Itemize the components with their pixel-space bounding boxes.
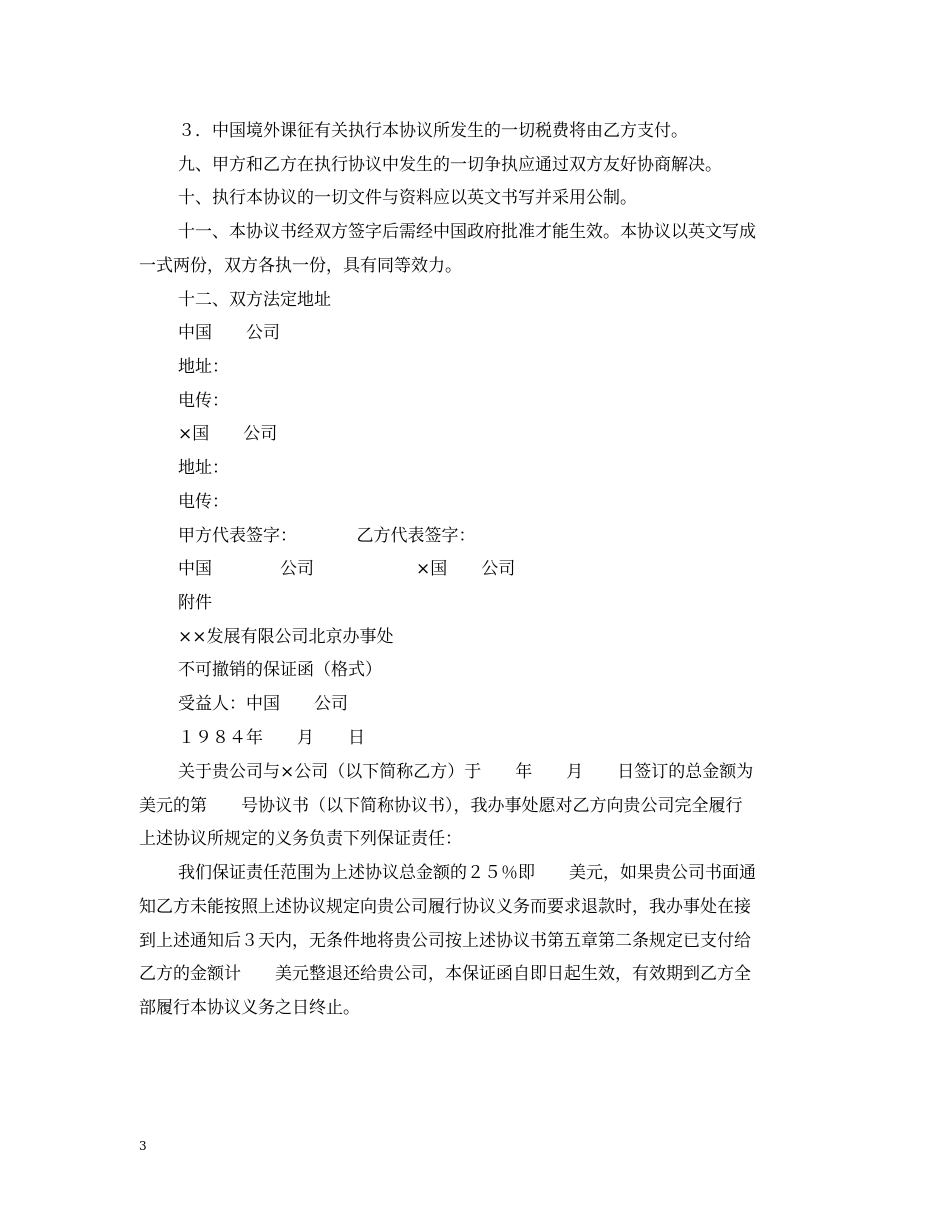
- attachment-heading: 附件: [178, 593, 212, 613]
- party-b-address-label: 地址：: [178, 458, 229, 478]
- guarantee-scope-line-3: 到上述通知后３天内，无条件地将贵公司按上述协议书第五章第二条规定已支付给: [139, 931, 751, 951]
- party-b-company: ×国 公司: [178, 424, 278, 444]
- beneficiary-line: 受益人：中国 公司: [178, 694, 348, 714]
- paragraph-clause-ten: 十、执行本协议的一切文件与资料应以英文书写并采用公制。: [178, 188, 637, 208]
- guarantee-letter-title: 不可撤销的保证函（格式）: [178, 660, 382, 680]
- party-a-company: 中国 公司: [178, 323, 280, 343]
- paragraph-clause-nine: 九、甲方和乙方在执行协议中发生的一切争执应通过双方友好协商解决。: [178, 155, 722, 175]
- paragraph-tax-clause: ３．中国境外课征有关执行本协议所发生的一切税费将由乙方支付。: [178, 121, 688, 141]
- heading-clause-twelve: 十二、双方法定地址: [178, 290, 331, 310]
- party-a-telex-label: 电传：: [178, 391, 229, 411]
- guarantee-scope-line-5: 部履行本协议义务之日终止。: [139, 998, 360, 1018]
- guarantee-intro-line-3: 上述协议所规定的义务负责下列保证责任：: [139, 829, 462, 849]
- party-a-address-label: 地址：: [178, 357, 229, 377]
- guarantee-scope-line-2: 知乙方未能按照上述协议规定向贵公司履行协议义务而要求退款时，我办事处在接: [139, 897, 751, 917]
- paragraph-clause-eleven: 十一、本协议书经双方签字后需经中国政府批准才能生效。本协议以英文写成: [178, 222, 756, 242]
- guarantee-intro-line-2: 美元的第 号协议书（以下简称协议书），我办事处愿对乙方向贵公司完全履行: [139, 796, 743, 816]
- guarantee-intro-line-1: 关于贵公司与×公司（以下简称乙方）于 年 月 日签订的总金额为: [178, 762, 754, 782]
- party-b-telex-label: 电传：: [178, 492, 229, 512]
- paragraph-clause-eleven-cont: 一式两份，双方各执一份，具有同等效力。: [139, 256, 462, 276]
- page-number: 3: [139, 1139, 147, 1153]
- date-line: １９８４年 月 日: [178, 728, 365, 748]
- guarantee-scope-line-4: 乙方的金额计 美元整退还给贵公司，本保证函自即日起生效，有效期到乙方全: [139, 964, 751, 984]
- guarantee-scope-line-1: 我们保证责任范围为上述协议总金额的２５％即 美元，如果贵公司书面通: [178, 863, 756, 883]
- signature-labels: 甲方代表签字： 乙方代表签字：: [178, 526, 476, 546]
- signature-companies: 中国 公司 ×国 公司: [178, 559, 516, 579]
- issuer-office: ××发展有限公司北京办事处: [178, 627, 394, 647]
